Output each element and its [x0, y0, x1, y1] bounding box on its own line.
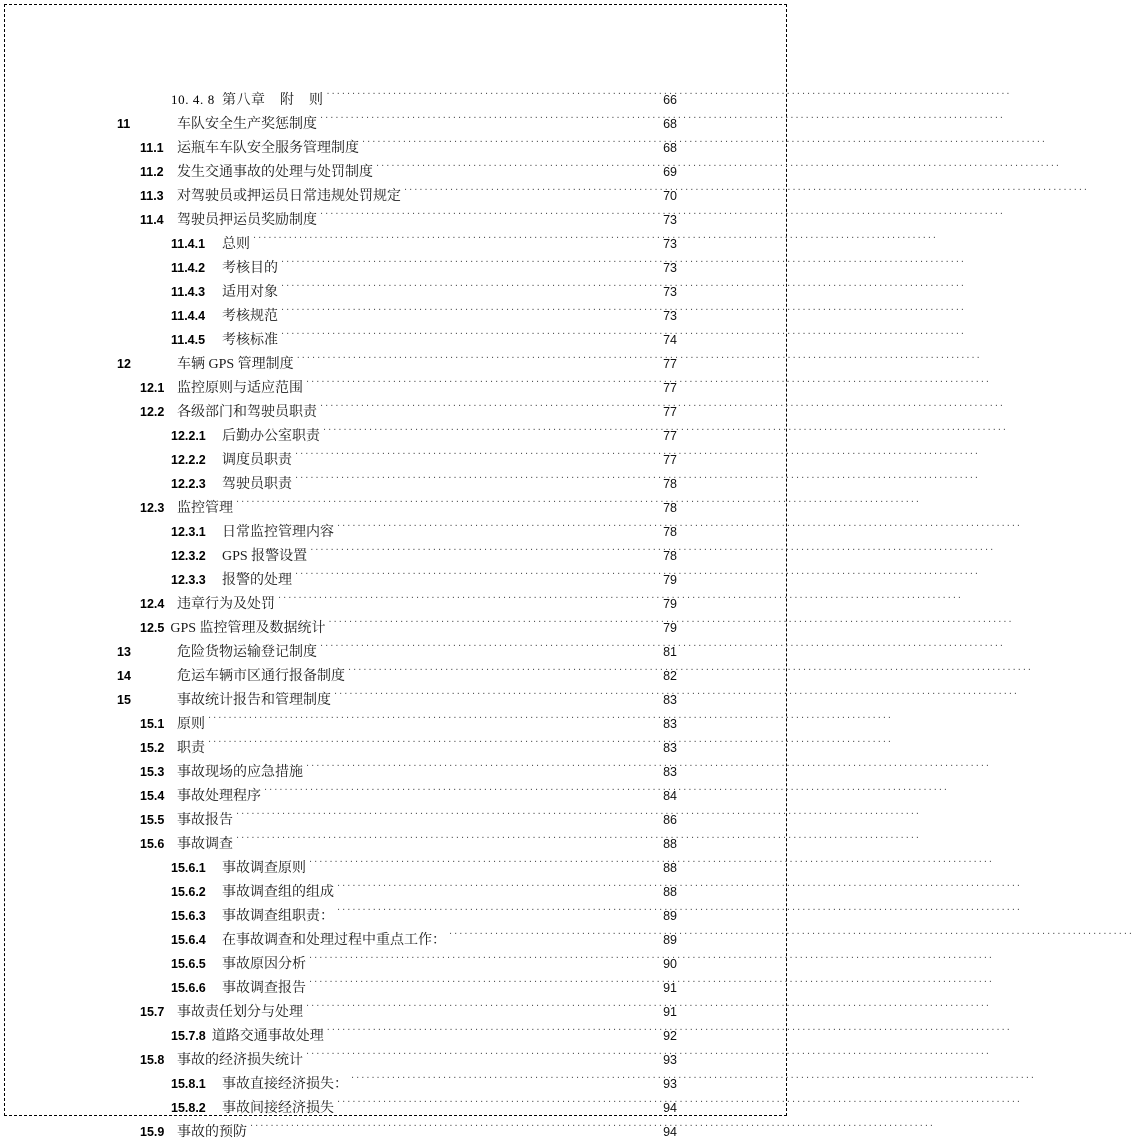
toc-entry-title: 违章行为及处罚 — [177, 597, 275, 612]
toc-entry-title: 考核标准 — [222, 333, 278, 348]
toc-dot-leader — [306, 1003, 657, 1016]
toc-dot-leader — [337, 523, 657, 536]
toc-entry-number: 15.8.2 — [171, 1101, 206, 1115]
toc-entry-page-number: 73 — [663, 309, 677, 323]
toc-dot-leader — [250, 1123, 657, 1136]
toc-entry-page-number: 78 — [663, 549, 677, 563]
toc-dot-leader — [264, 787, 657, 800]
toc-entry-title: 监控管理 — [177, 501, 233, 516]
toc-entry-number: 15.5 — [140, 813, 165, 827]
toc-entry-number: 15.6.1 — [171, 861, 206, 875]
toc-entry-page-number: 88 — [663, 885, 677, 899]
toc-entry-page-number: 83 — [663, 693, 677, 707]
toc-entry-title: 事故调查原则 — [222, 861, 306, 876]
toc-entry-page-number: 77 — [663, 357, 677, 371]
toc-entry-number: 11 — [117, 117, 131, 131]
toc-entry-number: 11.1 — [140, 141, 164, 155]
toc-dot-leader — [334, 691, 657, 704]
toc-entry-number: 12.2.1 — [171, 429, 206, 443]
toc-entry-number: 15.7 — [140, 1005, 165, 1019]
toc-entry-title: 驾驶员押运员奖励制度 — [177, 213, 317, 228]
toc-entry-number: 13 — [117, 645, 131, 659]
toc-entry-title: GPS 监控管理及数据统计 — [170, 621, 326, 636]
toc-dot-leader — [327, 1027, 657, 1040]
toc-entry-title: 事故原因分析 — [222, 957, 306, 972]
toc-entry-title: 事故调查 — [177, 837, 233, 852]
toc-entry-page-number: 66 — [663, 93, 677, 107]
toc-entry-page-number: 86 — [663, 813, 677, 827]
toc-entry-page-number: 82 — [663, 669, 677, 683]
toc-entry-number: 11.3 — [140, 189, 164, 203]
toc-entry-page-number: 94 — [663, 1125, 677, 1139]
toc-entry-page-number: 92 — [663, 1029, 677, 1043]
toc-dot-leader — [376, 163, 657, 176]
toc-dot-leader — [310, 547, 657, 560]
toc-entry-title: 原则 — [177, 717, 205, 732]
toc-dot-leader — [281, 331, 657, 344]
toc-dot-leader — [320, 643, 657, 656]
toc-entry-number: 12.3.2 — [171, 549, 206, 563]
toc-entry-page-number: 79 — [663, 621, 677, 635]
toc-dot-leader — [320, 403, 657, 416]
toc-entry-title: 在事故调查和处理过程中重点工作： — [222, 933, 446, 948]
toc-entry-page-number: 89 — [663, 909, 677, 923]
toc-dot-leader — [449, 931, 657, 944]
toc-entry-number: 12.3.1 — [171, 525, 206, 539]
toc-entry-title: 发生交通事故的处理与处罚制度 — [177, 165, 373, 180]
toc-dot-leader — [323, 427, 657, 440]
toc-entry-title: 各级部门和驾驶员职责 — [177, 405, 317, 420]
toc-entry-number: 15.6.2 — [171, 885, 206, 899]
toc-entry-page-number: 78 — [663, 477, 677, 491]
toc-dot-leader — [309, 955, 657, 968]
toc-dot-leader — [281, 283, 657, 296]
toc-entry-title: 危险货物运输登记制度 — [177, 645, 317, 660]
toc-entry-number: 14 — [117, 669, 131, 683]
toc-entry-title: 职责 — [177, 741, 205, 756]
toc-entry-page-number: 79 — [663, 573, 677, 587]
toc-entry-number: 12.3 — [140, 501, 165, 515]
toc-entry-title: 报警的处理 — [222, 573, 292, 588]
toc-entry-number: 15.3 — [140, 765, 165, 779]
toc-entry-number: 11.4.2 — [171, 261, 206, 275]
toc-dot-leader — [362, 139, 657, 152]
toc-dot-leader — [309, 859, 657, 872]
toc-entry-page-number: 79 — [663, 597, 677, 611]
toc-dot-leader — [337, 907, 657, 920]
toc-dot-leader — [295, 451, 657, 464]
toc-entry-title: 事故的预防 — [177, 1125, 247, 1140]
toc-entry-number: 12.4 — [140, 597, 165, 611]
toc-entry-title: 车辆 GPS 管理制度 — [177, 357, 294, 372]
toc-entry-number: 15.9 — [140, 1125, 165, 1139]
toc-entry-title: 日常监控管理内容 — [222, 525, 334, 540]
toc-entry-title: 道路交通事故处理 — [211, 1029, 324, 1044]
toc-entry-number: 10. 4. 8 — [171, 92, 215, 107]
toc-entry-title: 监控原则与适应范围 — [177, 381, 303, 396]
toc-dot-leader — [306, 1051, 657, 1064]
toc-dot-leader — [320, 211, 657, 224]
toc-entry-page-number: 94 — [663, 1101, 677, 1115]
toc-dot-leader — [278, 595, 657, 608]
toc-dot-leader — [351, 1075, 657, 1088]
toc-dot-leader — [295, 571, 657, 584]
toc-dot-leader — [306, 379, 657, 392]
toc-entry-page-number: 74 — [663, 333, 677, 347]
toc-entry-title: 事故调查报告 — [222, 981, 306, 996]
toc-entry-title: 驾驶员职责 — [222, 477, 292, 492]
toc-entry-page-number: 73 — [663, 261, 677, 275]
toc-dot-leader — [337, 1099, 657, 1112]
toc-entry-number: 15.2 — [140, 741, 165, 755]
toc-entry-number: 15.8 — [140, 1053, 165, 1067]
toc-entry-page-number: 88 — [663, 861, 677, 875]
toc-entry-number: 12.2 — [140, 405, 165, 419]
toc-entry-number: 12.1 — [140, 381, 165, 395]
toc-entry-page-number: 91 — [663, 1005, 677, 1019]
toc-entry-page-number: 77 — [663, 381, 677, 395]
toc-entry-number: 15.7.8 — [171, 1029, 206, 1043]
toc-entry-title: 考核目的 — [222, 261, 278, 276]
toc-entry-page-number: 68 — [663, 141, 677, 155]
toc-dot-leader — [236, 499, 657, 512]
toc-entry-number: 12 — [117, 357, 131, 371]
toc-entry-page-number: 78 — [663, 501, 677, 515]
toc-dot-leader — [404, 187, 657, 200]
toc-entry-number: 12.3.3 — [171, 573, 206, 587]
toc-entry-page-number: 77 — [663, 405, 677, 419]
toc-entry-number: 11.4.1 — [171, 237, 206, 251]
toc-entry-page-number: 89 — [663, 933, 677, 947]
toc-entry-page-number: 83 — [663, 765, 677, 779]
toc-entry-page-number: 81 — [663, 645, 677, 659]
toc-entry-number: 15.6.4 — [171, 933, 206, 947]
toc-entry-title: 事故直接经济损失： — [222, 1077, 348, 1092]
toc-entry-title: 危运车辆市区通行报备制度 — [177, 669, 345, 684]
toc-entry-page-number: 93 — [663, 1053, 677, 1067]
toc-entry-number: 11.2 — [140, 165, 164, 179]
table-of-contents — [117, 88, 677, 1144]
toc-dot-leader — [236, 835, 657, 848]
toc-entry-page-number: 77 — [663, 453, 677, 467]
toc-entry[interactable] — [117, 1120, 677, 1144]
toc-entry-page-number: 73 — [663, 285, 677, 299]
toc-entry-title: 事故调查组职责： — [222, 909, 334, 924]
toc-entry-page-number: 73 — [663, 213, 677, 227]
toc-entry-title: 事故现场的应急措施 — [177, 765, 303, 780]
toc-dot-leader — [327, 91, 658, 104]
toc-entry-number: 15.1 — [140, 717, 165, 731]
toc-entry-title: 对驾驶员或押运员日常违规处罚规定 — [177, 189, 401, 204]
toc-entry-page-number: 70 — [663, 189, 677, 203]
toc-entry-title: 考核规范 — [222, 309, 278, 324]
toc-dot-leader — [236, 811, 657, 824]
toc-entry-number: 12.2.3 — [171, 477, 206, 491]
toc-entry-title: 事故间接经济损失 — [222, 1101, 334, 1116]
toc-entry-page-number: 73 — [663, 237, 677, 251]
toc-entry-title: GPS 报警设置 — [222, 549, 308, 564]
toc-entry-title: 事故责任划分与处理 — [177, 1005, 303, 1020]
toc-entry-number: 11.4.4 — [171, 309, 206, 323]
toc-dot-leader — [295, 475, 657, 488]
toc-entry-page-number: 68 — [663, 117, 677, 131]
toc-entry-page-number: 91 — [663, 981, 677, 995]
toc-dot-leader — [208, 739, 657, 752]
toc-entry-number: 11.4.5 — [171, 333, 206, 347]
toc-entry-title: 车队安全生产奖惩制度 — [177, 117, 317, 132]
toc-entry-number: 12.5 — [140, 621, 165, 635]
toc-dot-leader — [281, 307, 657, 320]
toc-entry-page-number: 83 — [663, 717, 677, 731]
toc-entry-page-number: 90 — [663, 957, 677, 971]
toc-entry-page-number: 93 — [663, 1077, 677, 1091]
toc-entry-page-number: 69 — [663, 165, 677, 179]
toc-entry-number: 15.4 — [140, 789, 165, 803]
toc-dot-leader — [253, 235, 657, 248]
toc-dot-leader — [281, 259, 657, 272]
toc-entry-number: 15.6 — [140, 837, 165, 851]
toc-dot-leader — [297, 355, 657, 368]
toc-entry-page-number: 77 — [663, 429, 677, 443]
toc-entry-page-number: 88 — [663, 837, 677, 851]
toc-entry-number: 12.2.2 — [171, 453, 206, 467]
toc-entry-title: 事故统计报告和管理制度 — [177, 693, 331, 708]
toc-entry-page-number: 84 — [663, 789, 677, 803]
toc-dot-leader — [208, 715, 657, 728]
toc-entry-number: 15.6.3 — [171, 909, 206, 923]
toc-entry-title: 事故处理程序 — [177, 789, 261, 804]
toc-dot-leader — [348, 667, 657, 680]
toc-entry-number: 15 — [117, 693, 131, 707]
toc-entry-title: 运瓶车车队安全服务管理制度 — [177, 141, 359, 156]
toc-dot-leader — [309, 979, 657, 992]
toc-entry-title: 调度员职责 — [222, 453, 292, 468]
toc-entry-title: 事故调查组的组成 — [222, 885, 334, 900]
toc-dot-leader — [337, 883, 657, 896]
toc-entry-number: 15.6.6 — [171, 981, 206, 995]
toc-entry-title: 后勤办公室职责 — [222, 429, 320, 444]
toc-dot-leader — [329, 619, 657, 632]
toc-entry-title: 事故的经济损失统计 — [177, 1053, 303, 1068]
toc-entry-number: 15.6.5 — [171, 957, 206, 971]
toc-entry-page-number: 78 — [663, 525, 677, 539]
toc-entry-number: 15.8.1 — [171, 1077, 206, 1091]
toc-entry-title: 事故报告 — [177, 813, 233, 828]
toc-entry-page-number: 83 — [663, 741, 677, 755]
toc-dot-leader — [306, 763, 657, 776]
toc-entry-title: 第八章 附 则 — [222, 93, 324, 108]
toc-entry-number: 11.4.3 — [171, 285, 206, 299]
toc-entry-number: 11.4 — [140, 213, 164, 227]
toc-entry-title: 总则 — [222, 237, 250, 252]
toc-entry-title: 适用对象 — [222, 285, 278, 300]
toc-dot-leader — [320, 115, 657, 128]
